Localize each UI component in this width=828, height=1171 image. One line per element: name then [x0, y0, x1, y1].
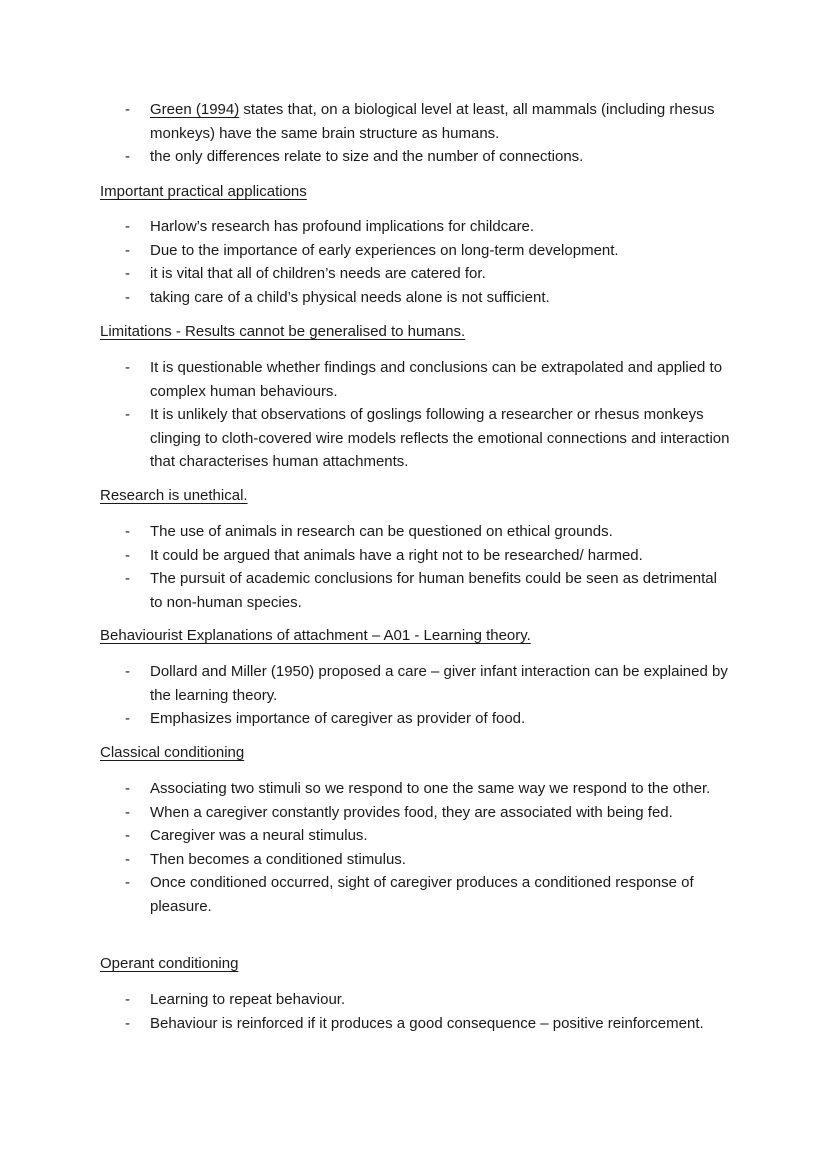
section-heading-practical-applications: Important practical applications — [100, 183, 307, 200]
bullet-list-limitations — [0, 356, 828, 474]
section-heading-operant-conditioning: Operant conditioning — [100, 955, 239, 972]
list-item: - Then becomes a conditioned stimulus. — [125, 850, 406, 868]
list-item: - Once conditioned occurred, sight of caregiver produces a conditioned response of pleasure. — [125, 874, 694, 915]
list-item: - Due to the importance of early experiences on long-term development. — [125, 241, 619, 259]
list-item: - It is questionable whether findings and conclusions can be extrapolated and applied to complex human behaviours. — [125, 359, 723, 400]
list-item: - the only differences relate to size and the number of connections. — [0, 145, 730, 169]
bullet-list-classical-conditioning — [0, 777, 828, 919]
list-item: - taking care of a child’s physical needs alone is not sufficient. — [125, 288, 550, 306]
list-item: - Caregiver was a neural stimulus. — [125, 827, 368, 845]
list-item: - Behaviour is reinforced if it produces a good consequence – positive reinforcement. — [125, 1014, 704, 1032]
list-item: - Dollard and Miller (1950) proposed a care – giver infant interaction can be explained by the learning theory. — [125, 663, 728, 704]
list-item: - It could be argued that animals have a right not to be researched/ harmed. — [125, 546, 643, 564]
list-item: - The pursuit of academic conclusions for human benefits could be seen as detrimental to non-human species. — [125, 570, 717, 611]
bullet-dash: - — [125, 101, 130, 118]
list-item: - It is unlikely that observations of goslings following a researcher or rhesus monkeys clinging to cloth-covered wire models reflects the emotional connections and interaction that characterises human attachments. — [125, 406, 730, 471]
list-item: - Green (1994) states that, on a biological level at least, all mammals (including rhesus monkeys) have the same brain structure as humans. — [0, 98, 730, 145]
citation-link-text: Green (1994) — [150, 101, 240, 118]
section-heading-research-unethical: Research is unethical. — [100, 487, 248, 504]
bullet-list-behaviourist-explanations — [0, 660, 828, 731]
bullet-list-practical-applications — [0, 215, 828, 309]
section-heading-behaviourist-explanations: Behaviourist Explanations of attachment – A01 - Learning theory. — [100, 627, 531, 644]
list-item: - Harlow’s research has profound implications for childcare. — [125, 218, 535, 235]
list-item: - Emphasizes importance of caregiver as provider of food. — [125, 710, 526, 728]
list-item: - Associating two stimuli so we respond to one the same way we respond to the other. — [125, 780, 711, 797]
list-item: - When a caregiver constantly provides food, they are associated with being fed. — [125, 803, 673, 821]
bullet-list-research-unethical — [0, 520, 828, 614]
list-item: - it is vital that all of children’s needs are catered for. — [125, 265, 486, 283]
bullet-list-operant-conditioning — [0, 988, 828, 1035]
list-item: - Learning to repeat behaviour. — [125, 991, 346, 1008]
section-heading-classical-conditioning: Classical conditioning — [100, 744, 245, 761]
list-item: - The use of animals in research can be questioned on ethical grounds. — [125, 523, 613, 540]
bullet-list-intro — [0, 98, 828, 169]
bullet-dash: - — [125, 148, 130, 166]
section-heading-limitations: Limitations - Results cannot be generalised to humans. — [100, 323, 466, 340]
